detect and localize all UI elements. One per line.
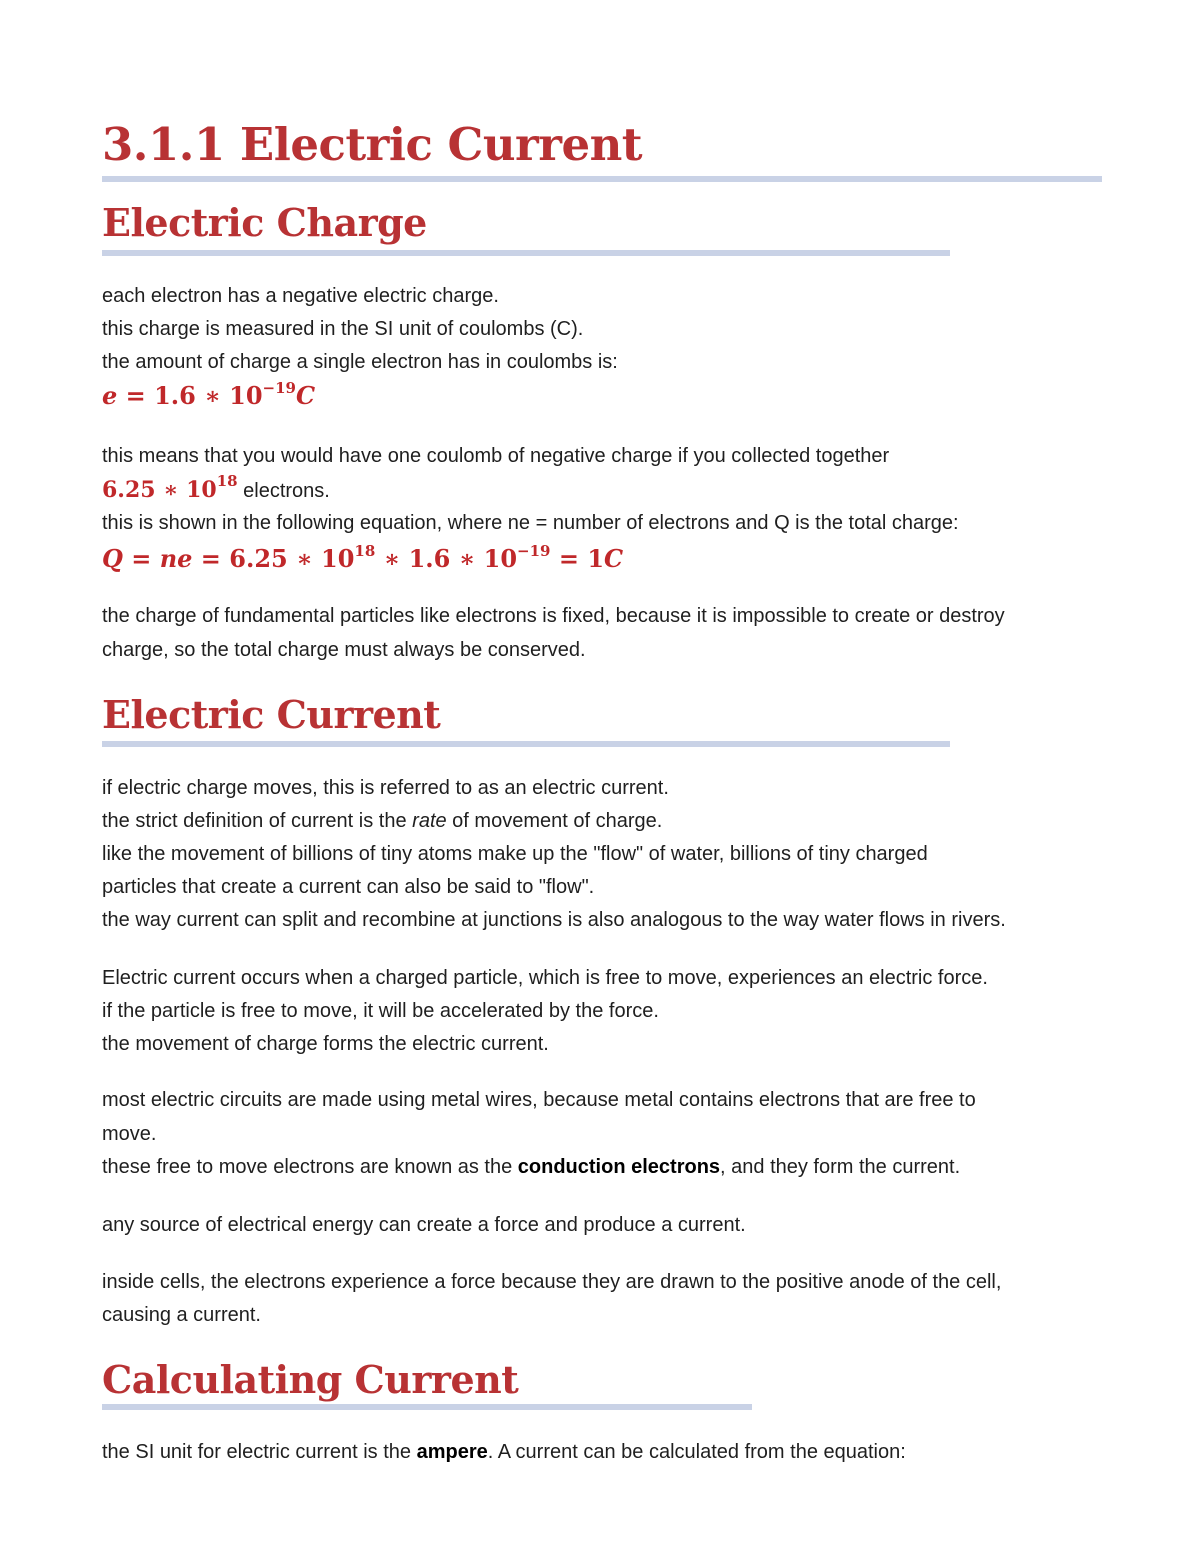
emphasis-text: rate xyxy=(412,810,447,832)
text-line xyxy=(102,1440,906,1464)
math-text: = 1 xyxy=(550,544,605,573)
math-text: ∗ 1.6 ∗ 10 xyxy=(375,544,518,573)
text-line: like the movement of billions of tiny atoms make up the "flow" of water, billions of tiny charged xyxy=(102,843,928,865)
math-var: ne xyxy=(159,544,193,573)
bold-term: ampere xyxy=(416,1441,488,1463)
math-var: Q xyxy=(102,544,123,573)
heading-calculating-current: Calculating Current xyxy=(102,1357,519,1402)
text-line: the charge of fundamental particles like electrons is fixed, because it is impossible to create or destroy xyxy=(102,605,1005,627)
text-line: most electric circuits are made using metal wires, because metal contains electrons that are free to xyxy=(102,1089,976,1111)
math-exponent: −19 xyxy=(517,542,551,560)
heading-electric-charge: Electric Charge xyxy=(102,200,427,245)
text-line: this is shown in the following equation, where ne = number of electrons and Q is the total charge: xyxy=(102,512,959,534)
text-line: the amount of charge a single electron has in coulombs is: xyxy=(102,351,618,373)
text-line-with-math xyxy=(102,472,330,503)
text-line: this charge is measured in the SI unit of coulombs (C). xyxy=(102,318,584,340)
text-span: of movement of charge. xyxy=(446,810,663,832)
text-line: the movement of charge forms the electric current. xyxy=(102,1033,549,1055)
text-line: particles that create a current can also be said to "flow". xyxy=(102,876,595,898)
text-line: if the particle is free to move, it will be accelerated by the force. xyxy=(102,1000,659,1022)
math-exponent: −19 xyxy=(262,379,296,397)
text-line: inside cells, the electrons experience a force because they are drawn to the positive anode of the cell, xyxy=(102,1271,1002,1293)
equation-electron-charge xyxy=(102,381,315,410)
title-underline xyxy=(102,176,1102,182)
text-line: this means that you would have one coulomb of negative charge if you collected together xyxy=(102,445,890,467)
text-span: . A current can be calculated from the equation: xyxy=(487,1441,906,1463)
text-span: electrons. xyxy=(237,480,330,502)
math-unit: C xyxy=(604,544,624,573)
text-span: the strict definition of current is the xyxy=(102,810,413,832)
bold-term: conduction electrons xyxy=(517,1156,721,1178)
math-text: = 6.25 ∗ 10 xyxy=(192,544,355,573)
heading-underline xyxy=(102,250,950,256)
heading-underline xyxy=(102,741,950,747)
text-line: the way current can split and recombine at junctions is also analogous to the way water flows in rivers. xyxy=(102,909,1006,931)
text-line: move. xyxy=(102,1123,157,1145)
math-exponent: 18 xyxy=(354,542,376,560)
heading-underline xyxy=(102,1404,752,1410)
text-line: if electric charge moves, this is referred to as an electric current. xyxy=(102,777,669,799)
equation-total-charge xyxy=(102,544,623,573)
text-line: each electron has a negative electric charge. xyxy=(102,285,499,307)
math-var: e xyxy=(102,381,118,410)
text-span: , and they form the current. xyxy=(720,1156,961,1178)
text-line xyxy=(102,1155,960,1179)
inline-math xyxy=(102,472,238,503)
text-line: any source of electrical energy can create a force and produce a current. xyxy=(102,1214,746,1236)
text-line: causing a current. xyxy=(102,1304,261,1326)
math-exponent: 18 xyxy=(216,472,238,490)
text-line: Electric current occurs when a charged particle, which is free to move, experiences an electric force. xyxy=(102,967,988,989)
text-line xyxy=(102,809,662,833)
math-unit: C xyxy=(296,381,316,410)
text-span: these free to move electrons are known as the xyxy=(102,1156,518,1178)
page-title: 3.1.1 Electric Current xyxy=(102,118,643,171)
math-text: = xyxy=(122,544,160,573)
text-span: the SI unit for electric current is the xyxy=(102,1441,417,1463)
math-text: 6.25 ∗ 10 xyxy=(102,477,217,503)
heading-electric-current: Electric Current xyxy=(102,692,441,737)
text-line: charge, so the total charge must always be conserved. xyxy=(102,639,586,661)
math-text: = 1.6 ∗ 10 xyxy=(117,381,263,410)
